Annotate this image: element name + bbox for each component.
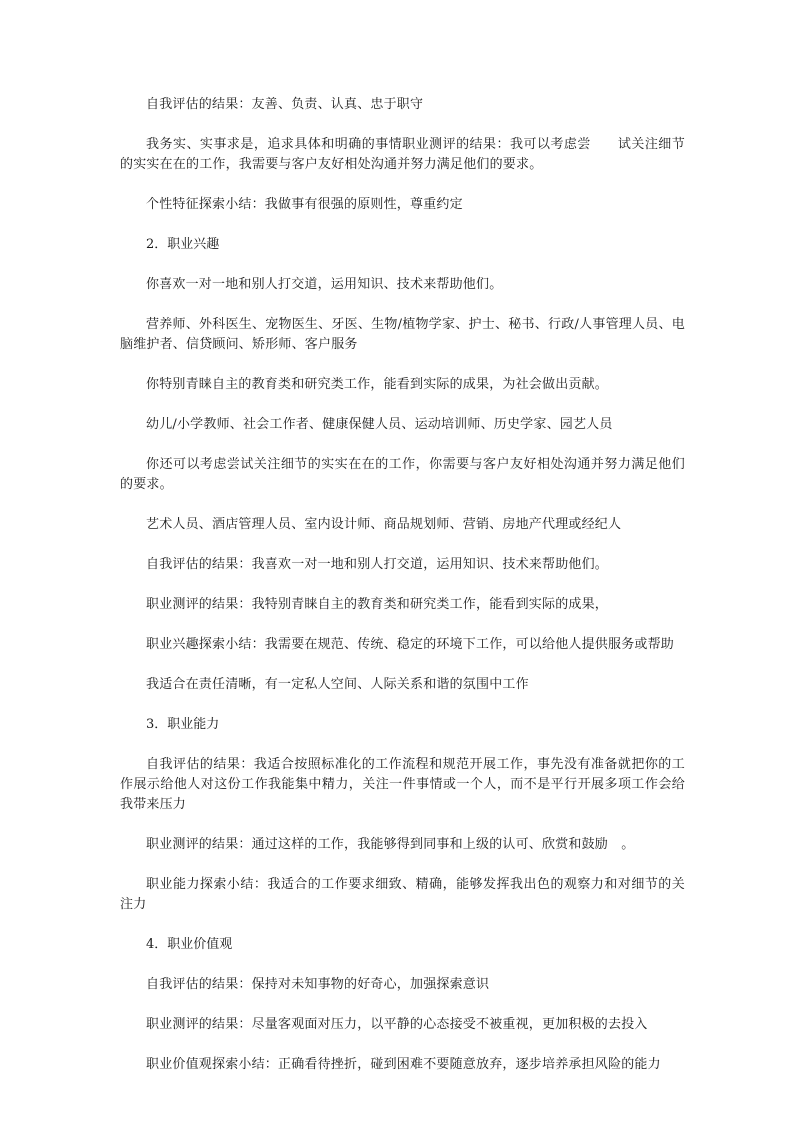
values-self-assessment: 自我评估的结果：保持对未知事物的好奇心，加强探索意识 — [146, 977, 490, 992]
interest-paragraph-2: 你特别青睐自主的教育类和研究类工作，能看到实际的成果，为社会做出贡献。 — [146, 377, 609, 392]
values-summary: 职业价值观探索小结：正确看待挫折，碰到困难不要随意放弃，逐步培养承担风险的能力 — [146, 1057, 661, 1072]
interest-paragraph-3: 你还可以考虑尝试关注细节的实实在在的工作，你需要与客户友好相处沟通并努力满足他们的要求。 — [120, 457, 685, 492]
section-heading-ability: 3．职业能力 — [146, 717, 220, 732]
ability-summary: 职业能力探索小结：我适合的工作要求细致、精确，能够发挥我出色的观察力和对细节的关注力 — [120, 877, 685, 912]
ability-test-result: 职业测评的结果：通过这样的工作，我能够得到同事和上级的认可、欣赏和鼓励 。 — [146, 837, 635, 852]
self-assessment-traits: 自我评估的结果：友善、负责、认真、忠于职守 — [146, 97, 424, 112]
section-heading-interest: 2．职业兴趣 — [146, 237, 220, 252]
personality-summary: 个性特征探索小结：我做事有很强的原则性，尊重约定 — [146, 197, 463, 212]
pragmatic-paragraph: 我务实、实事求是，追求具体和明确的事情职业测评的结果：我可以考虑尝 试关注细节的实实在在的工作，我需要与客户友好相处沟通并努力满足他们的要求。 — [120, 137, 685, 172]
ability-self-assessment: 自我评估的结果：我适合按照标准化的工作流程和规范开展工作，事先没有准备就把你的工作展示给他人对这份工作我能集中精力，关注一件事情或一个人，而不是平行开展多项工作会给我带来压力 — [120, 757, 685, 812]
occupation-list-1: 营养师、外科医生、宠物医生、牙医、生物/植物学家、护士、秘书、行政/人事管理人员、电脑维护者、信贷顾问、矫形师、客户服务 — [120, 317, 685, 352]
interest-paragraph-1: 你喜欢一对一地和别人打交道，运用知识、技术来帮助他们。 — [146, 277, 503, 292]
interest-test-result: 职业测评的结果：我特别青睐自主的教育类和研究类工作，能看到实际的成果， — [146, 597, 609, 612]
interest-summary: 职业兴趣探索小结：我需要在规范、传统、稳定的环境下工作，可以给他人提供服务或帮助 — [146, 637, 675, 652]
values-test-result: 职业测评的结果：尽量客观面对压力，以平静的心态接受不被重视，更加积极的去投入 — [146, 1017, 648, 1032]
document-body — [120, 95, 685, 1095]
section-heading-values: 4．职业价值观 — [146, 937, 233, 952]
occupation-list-2: 幼儿/小学教师、社会工作者、健康保健人员、运动培训师、历史学家、园艺人员 — [146, 417, 613, 432]
occupation-list-3: 艺术人员、酒店管理人员、室内设计师、商品规划师、营销、房地产代理或经纪人 — [146, 517, 622, 532]
interest-self-assessment: 自我评估的结果：我喜欢一对一地和别人打交道，运用知识、技术来帮助他们。 — [146, 557, 609, 572]
interest-environment: 我适合在责任清晰，有一定私人空间、人际关系和谐的氛围中工作 — [146, 677, 529, 692]
